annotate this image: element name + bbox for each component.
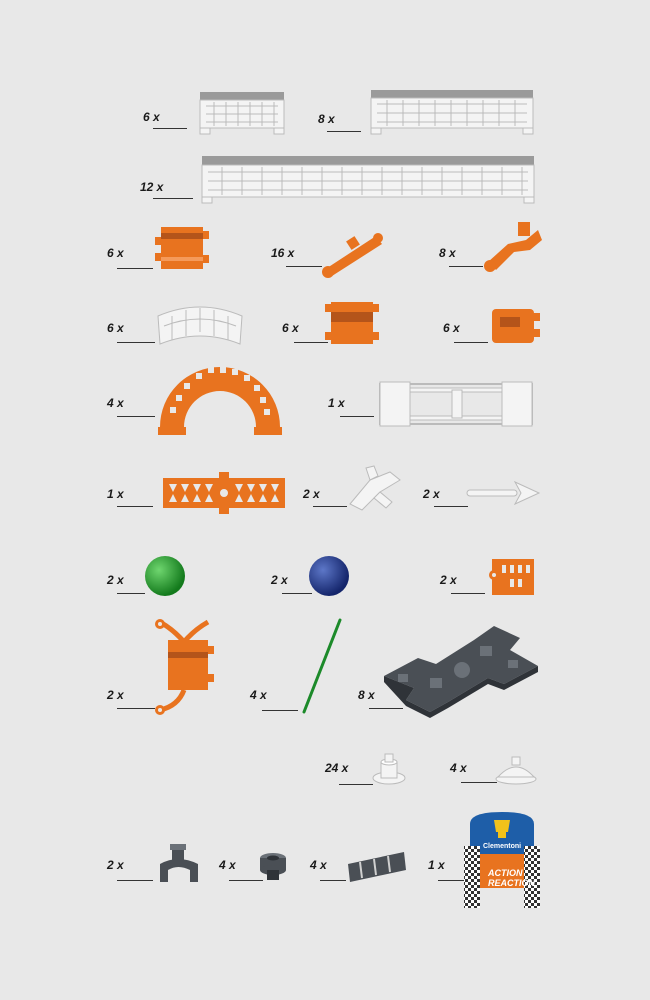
curved-rail: [152, 298, 248, 350]
green-ball: [144, 555, 186, 597]
qty-white-peg: 24 x: [325, 761, 349, 775]
leader-line: [117, 593, 145, 594]
leader-line: [449, 266, 483, 267]
leader-line: [461, 782, 497, 783]
orange-angled-arm: [482, 218, 544, 274]
leader-line: [454, 342, 488, 343]
qty-orange-small-block: 2 x: [440, 573, 457, 587]
grey-base-plate: [378, 620, 542, 714]
banner-title-line1: ACTION: [488, 868, 523, 878]
qty-blue-ball: 2 x: [271, 573, 288, 587]
white-frame: [376, 378, 536, 432]
orange-end-block: [488, 303, 544, 347]
finish-banner: [462, 810, 542, 910]
leader-line: [153, 198, 193, 199]
leader-line: [286, 266, 322, 267]
qty-green-ball: 2 x: [107, 573, 124, 587]
leader-line: [339, 784, 373, 785]
qty-curved-rail: 6 x: [107, 321, 124, 335]
banner-brand: Clementoni: [483, 843, 522, 850]
qty-orange-support-arm: 16 x: [271, 246, 295, 260]
grey-clamp: [156, 842, 202, 886]
orange-track-block: [325, 298, 383, 348]
green-rod: [300, 618, 344, 716]
qty-grey-clamp: 2 x: [107, 858, 124, 872]
leader-line: [117, 268, 153, 269]
qty-finish-banner: 1 x: [428, 858, 445, 872]
qty-white-frame: 1 x: [328, 396, 345, 410]
grey-ring-connector: [258, 850, 288, 882]
qty-grey-chain-strip: 4 x: [310, 858, 327, 872]
qty-straight-rail-long: 12 x: [140, 180, 164, 194]
leader-line: [294, 342, 328, 343]
qty-straight-rail-medium: 8 x: [318, 112, 335, 126]
straight-rail-medium: [367, 86, 537, 138]
leader-line: [327, 131, 361, 132]
qty-white-cone: 4 x: [450, 761, 467, 775]
qty-grey-base-plate: 8 x: [358, 688, 375, 702]
qty-orange-arch: 4 x: [107, 396, 124, 410]
banner-title-line2: REACTION: [488, 878, 535, 888]
orange-small-block: [484, 553, 542, 601]
qty-green-rod: 4 x: [250, 688, 267, 702]
qty-orange-track-connector: 6 x: [107, 246, 124, 260]
qty-white-junction: 2 x: [303, 487, 320, 501]
qty-orange-track-block: 6 x: [282, 321, 299, 335]
leader-line: [438, 880, 464, 881]
leader-line: [117, 506, 153, 507]
leader-line: [320, 880, 346, 881]
qty-orange-fork-holder: 2 x: [107, 688, 124, 702]
qty-orange-angled-arm: 8 x: [439, 246, 456, 260]
leader-line: [117, 416, 155, 417]
leader-line: [340, 416, 374, 417]
white-junction: [340, 462, 408, 514]
blue-ball: [308, 555, 350, 597]
qty-orange-end-block: 6 x: [443, 321, 460, 335]
grey-chain-strip: [344, 848, 410, 886]
qty-grey-ring-connector: 4 x: [219, 858, 236, 872]
white-peg: [371, 752, 407, 788]
leader-line: [117, 342, 155, 343]
orange-support-arm: [318, 222, 386, 278]
orange-fork-holder: [150, 616, 220, 716]
leader-line: [262, 710, 298, 711]
leader-line: [153, 128, 187, 129]
qty-straight-rail-short: 6 x: [143, 110, 160, 124]
leader-line: [117, 880, 153, 881]
orange-arch: [156, 355, 284, 437]
qty-white-arrow: 2 x: [423, 487, 440, 501]
straight-rail-short: [196, 88, 288, 138]
white-arrow: [465, 478, 541, 508]
qty-orange-lattice-beam: 1 x: [107, 487, 124, 501]
leader-line: [451, 593, 485, 594]
white-cone: [494, 755, 538, 785]
orange-track-connector: [155, 223, 213, 273]
orange-lattice-beam: [159, 470, 289, 516]
leader-line: [434, 506, 468, 507]
straight-rail-long: [198, 152, 538, 208]
